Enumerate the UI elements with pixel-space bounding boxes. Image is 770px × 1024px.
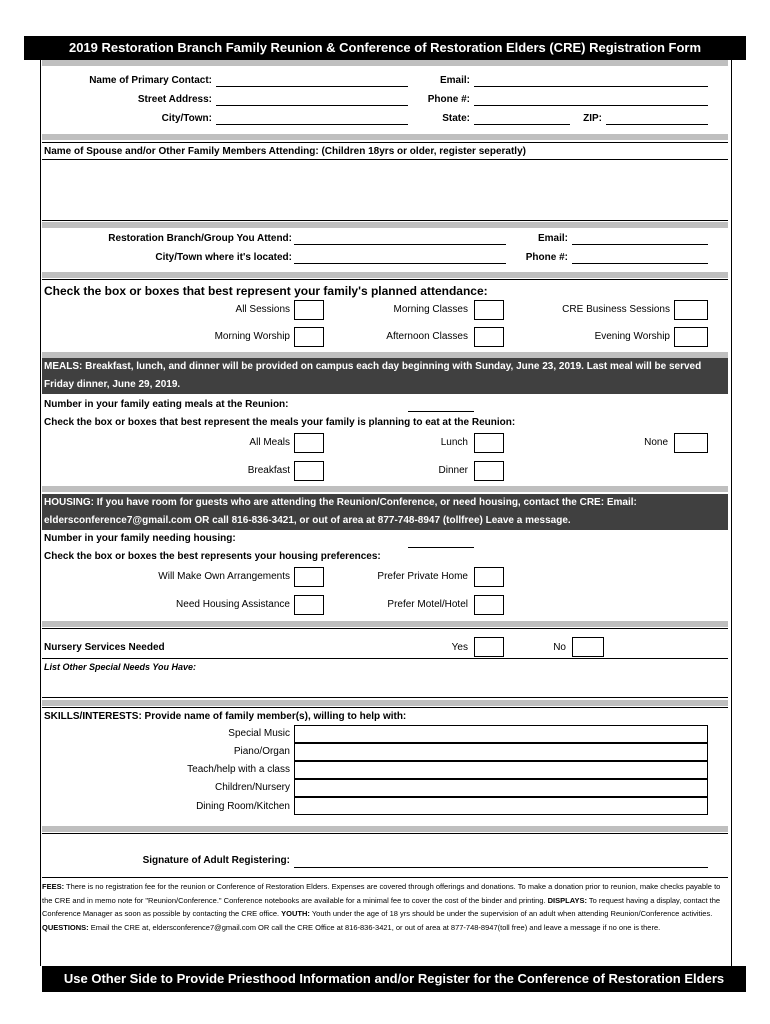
branch-phone-label: Phone #: [525, 252, 568, 263]
morning-classes-label: Morning Classes [393, 304, 468, 315]
skill-label: Special Music [228, 728, 290, 739]
skill-label: Teach/help with a class [187, 764, 290, 775]
questions-text: Email the CRE at, eldersconference7@gmail.com OR call the CRE Office at 816-836-3421, or out of area at 877-748-8947(toll free) and leave a message if no one is there. [88, 922, 661, 932]
section-divider [42, 222, 728, 228]
motel-label: Prefer Motel/Hotel [387, 599, 468, 610]
housing-assistance-label: Need Housing Assistance [176, 599, 290, 610]
street-address-label: Street Address: [137, 94, 212, 105]
youth-label: YOUTH: [281, 909, 310, 919]
meals-banner: MEALS: Breakfast, lunch, and dinner will be provided on campus each day beginning with Sunday, June 23, 2019. Last meal will be served Friday dinner, June 29, 2019. [42, 358, 728, 394]
attendance-heading: Check the box or boxes that best represent your family's planned attendance: [44, 284, 488, 298]
branch-attend-label: Restoration Branch/Group You Attend: [108, 233, 292, 244]
fees-paragraph [42, 880, 728, 934]
lunch-checkbox[interactable] [474, 433, 504, 453]
fees-text: There is no registration fee for the reunion or Conference of Restoration Elders. Expenses are covered through offerings and donations. To make a donation prior to reunion, make checks payable to the CRE and in memo note for "Reunion/Conference." Conference notebooks are available for a minimal fee to cover the cost of the binder and printing. [42, 882, 721, 905]
footer-banner: Use Other Side to Provide Priesthood Information and/or Register for the Conference of Restoration Elders [42, 966, 746, 992]
all-sessions-checkbox[interactable] [294, 300, 324, 320]
housing-count-field[interactable] [408, 547, 474, 548]
skill-field-kitchen[interactable] [294, 797, 708, 815]
none-label: None [644, 437, 668, 448]
form-title: 2019 Restoration Branch Family Reunion & Conference of Restoration Elders (CRE) Registration Form [24, 36, 746, 60]
own-arrangements-label: Will Make Own Arrangements [158, 571, 290, 582]
branch-attend-field[interactable] [294, 244, 506, 245]
branch-email-label: Email: [537, 233, 568, 244]
family-members-field[interactable] [42, 159, 728, 221]
morning-worship-label: Morning Worship [214, 331, 290, 342]
nursery-yes-checkbox[interactable] [474, 637, 504, 657]
skills-heading: SKILLS/INTERESTS: Provide name of family member(s), willing to help with: [44, 711, 407, 722]
nursery-no-label: No [553, 642, 566, 653]
zip-field[interactable] [606, 124, 708, 125]
section-divider [42, 700, 728, 706]
email-field[interactable] [474, 86, 708, 87]
skill-field-teach[interactable] [294, 761, 708, 779]
branch-city-field[interactable] [294, 263, 506, 264]
section-divider [42, 826, 728, 832]
housing-banner: HOUSING: If you have room for guests who are attending the Reunion/Conference, or need housing, contact the CRE: Email: eldersconference7@gmail.com OR call 816-836-3421, or out of area at 877-748-8947 (tollfree) Leave a message. [42, 494, 728, 530]
fees-label: FEES: [42, 882, 65, 891]
skill-field-nursery[interactable] [294, 779, 708, 797]
meals-check-label: Check the box or boxes that best represent the meals your family is planning to eat at the Reunion: [44, 417, 516, 428]
all-meals-checkbox[interactable] [294, 433, 324, 453]
divider [42, 833, 728, 834]
divider [42, 877, 728, 878]
skill-label: Children/Nursery [214, 782, 290, 793]
nursery-label: Nursery Services Needed [44, 642, 165, 653]
housing-count-label: Number in your family needing housing: [44, 533, 236, 544]
meals-count-field[interactable] [408, 411, 474, 412]
nursery-yes-label: Yes [451, 642, 468, 653]
evening-worship-checkbox[interactable] [674, 327, 708, 347]
skill-field-special-music[interactable] [294, 725, 708, 743]
primary-contact-label: Name of Primary Contact: [89, 75, 212, 86]
morning-worship-checkbox[interactable] [294, 327, 324, 347]
questions-label: QUESTIONS: [42, 922, 89, 932]
phone-field[interactable] [474, 105, 708, 106]
private-home-checkbox[interactable] [474, 567, 504, 587]
signature-field[interactable] [294, 867, 708, 868]
none-checkbox[interactable] [674, 433, 708, 453]
city-label: City/Town: [161, 113, 212, 124]
afternoon-classes-label: Afternoon Classes [386, 331, 468, 342]
cre-business-checkbox[interactable] [674, 300, 708, 320]
branch-city-label: City/Town where it's located: [155, 252, 292, 263]
state-field[interactable] [474, 124, 570, 125]
spouse-heading: Name of Spouse and/or Other Family Members Attending: (Children 18yrs or older, register seperatly) [44, 146, 526, 157]
private-home-label: Prefer Private Home [377, 571, 468, 582]
dinner-checkbox[interactable] [474, 461, 504, 481]
divider [42, 628, 728, 629]
displays-text: To request having a display, contact the Conference Manager as soon as possible by contacting the CRE office. [42, 895, 721, 919]
email-label: Email: [439, 75, 470, 86]
branch-email-field[interactable] [572, 244, 708, 245]
branch-phone-field[interactable] [572, 263, 708, 264]
lunch-label: Lunch [440, 437, 468, 448]
divider [42, 707, 728, 708]
section-divider [42, 486, 728, 492]
section-divider [42, 60, 728, 66]
registration-form [24, 36, 746, 992]
own-arrangements-checkbox[interactable] [294, 567, 324, 587]
motel-checkbox[interactable] [474, 595, 504, 615]
zip-label: ZIP: [583, 113, 602, 124]
skill-field-piano-organ[interactable] [294, 743, 708, 761]
divider [42, 142, 728, 143]
evening-worship-label: Evening Worship [594, 331, 670, 342]
afternoon-classes-checkbox[interactable] [474, 327, 504, 347]
special-needs-label: List Other Special Needs You Have: [44, 662, 197, 672]
meals-count-label: Number in your family eating meals at the Reunion: [44, 399, 289, 410]
housing-assistance-checkbox[interactable] [294, 595, 324, 615]
section-divider [42, 272, 728, 278]
all-meals-label: All Meals [249, 437, 290, 448]
signature-label: Signature of Adult Registering: [142, 855, 290, 866]
section-divider [42, 621, 728, 627]
skill-label: Dining Room/Kitchen [196, 801, 290, 812]
skill-label: Piano/Organ [233, 746, 290, 757]
dinner-label: Dinner [438, 465, 468, 476]
state-label: State: [442, 113, 470, 124]
youth-text: Youth under the age of 18 yrs should be under the supervision of an adult when attending Reunion/Conference activities. [309, 909, 713, 919]
displays-label: DISPLAYS: [547, 895, 587, 905]
all-sessions-label: All Sessions [235, 304, 290, 315]
morning-classes-checkbox[interactable] [474, 300, 504, 320]
breakfast-label: Breakfast [247, 465, 290, 476]
divider [42, 279, 728, 280]
section-divider [42, 134, 728, 140]
cre-business-label: CRE Business Sessions [562, 304, 670, 315]
nursery-no-checkbox[interactable] [572, 637, 604, 657]
phone-label: Phone #: [427, 94, 470, 105]
breakfast-checkbox[interactable] [294, 461, 324, 481]
housing-check-label: Check the box or boxes the best represents your housing preferences: [44, 551, 381, 562]
